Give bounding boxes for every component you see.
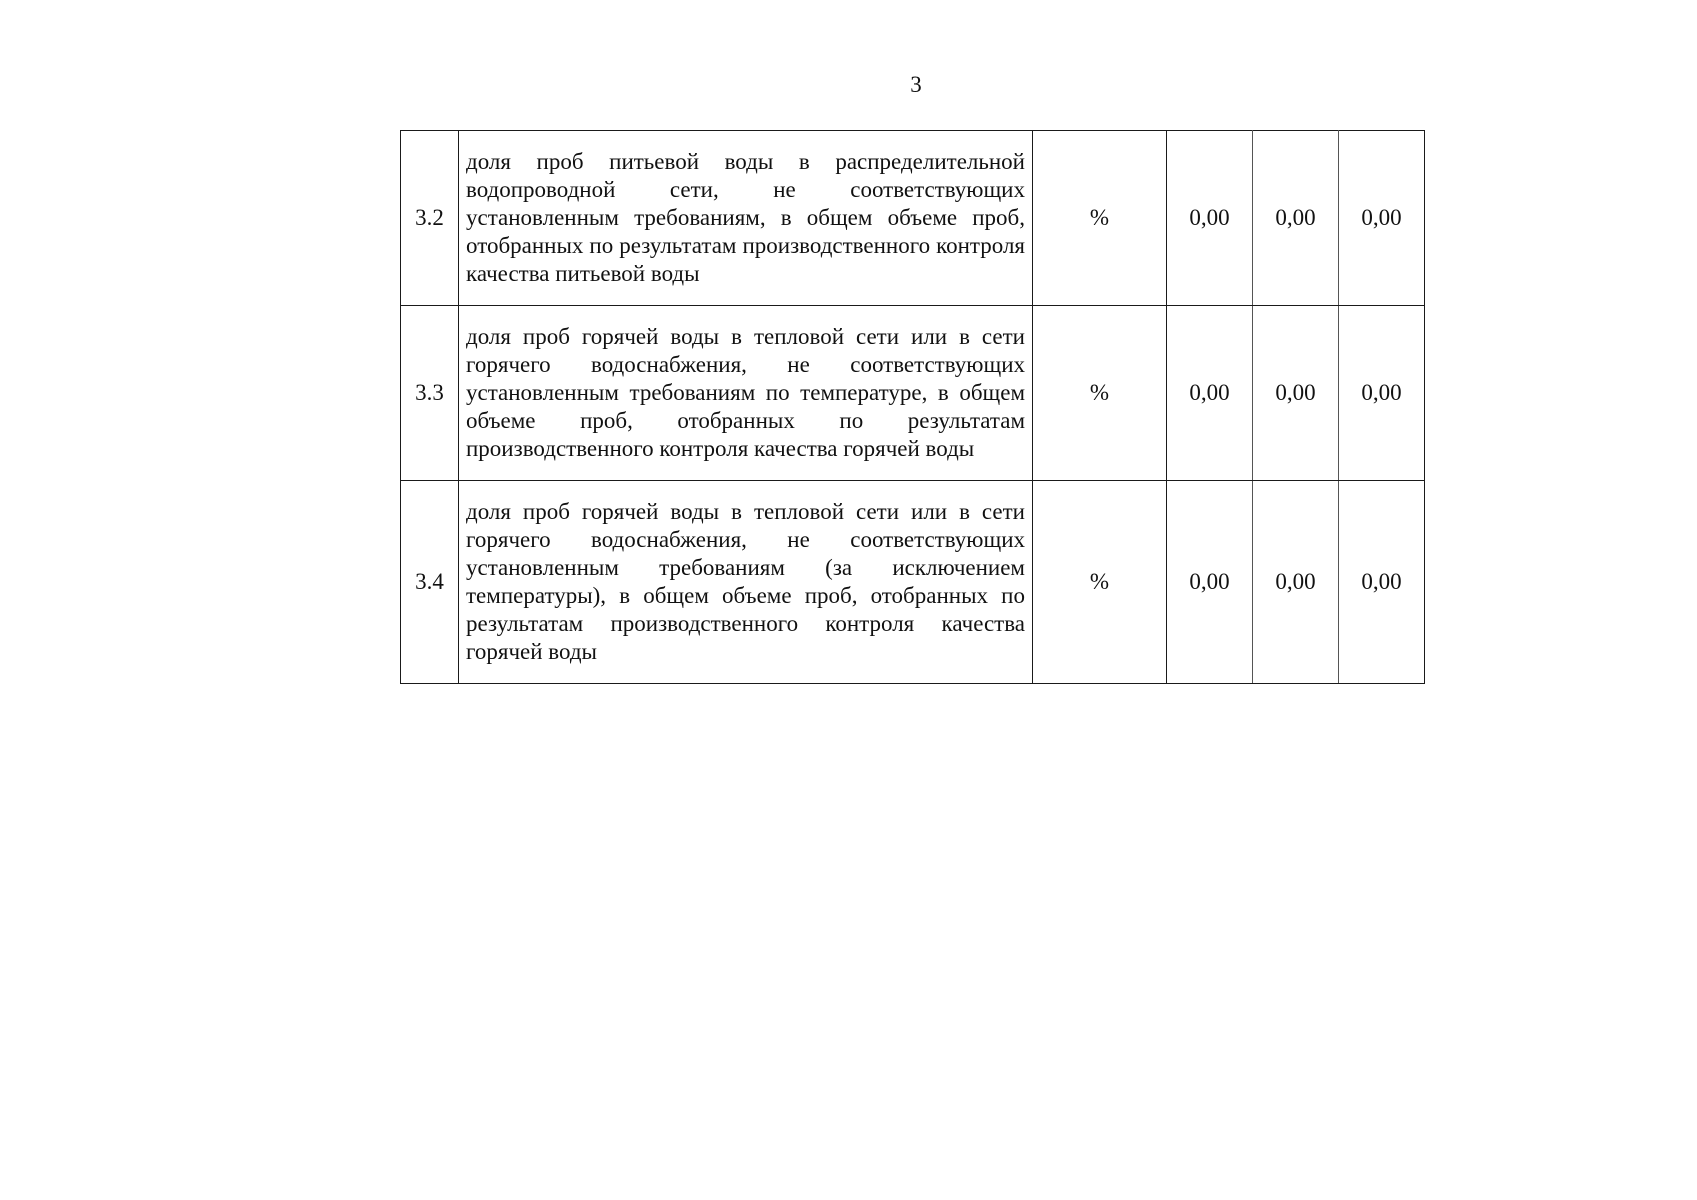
value-cell: 0,00 [1339,306,1425,481]
row-number: 3.3 [401,306,459,481]
unit-cell: % [1033,481,1167,684]
value-cell: 0,00 [1167,481,1253,684]
row-number: 3.2 [401,131,459,306]
page-number: 3 [910,72,922,97]
value-cell: 0,00 [1167,306,1253,481]
value-cell: 0,00 [1167,131,1253,306]
value-cell: 0,00 [1339,131,1425,306]
unit-cell: % [1033,131,1167,306]
row-number: 3.4 [401,481,459,684]
unit-cell: % [1033,306,1167,481]
value-cell: 0,00 [1253,306,1339,481]
indicator-description: доля проб питьевой воды в распределительной водопроводной сети, не соответствующих установленным требованиям, в общем объеме проб, отобранных по результатам производственного контроля качества питьевой воды [459,131,1033,306]
table-row [401,306,1425,481]
value-cell: 0,00 [1339,481,1425,684]
indicators-table [400,130,1425,684]
table-row [401,131,1425,306]
indicator-description: доля проб горячей воды в тепловой сети или в сети горячего водоснабжения, не соответствующих установленным требованиям по температуре, в общем объеме проб, отобранных по результатам производственного контроля качества горячей воды [459,306,1033,481]
indicator-description: доля проб горячей воды в тепловой сети или в сети горячего водоснабжения, не соответствующих установленным требованиям (за исключением температуры), в общем объеме проб, отобранных по результатам производственного контроля качества горячей воды [459,481,1033,684]
value-cell: 0,00 [1253,131,1339,306]
table-row [401,481,1425,684]
value-cell: 0,00 [1253,481,1339,684]
